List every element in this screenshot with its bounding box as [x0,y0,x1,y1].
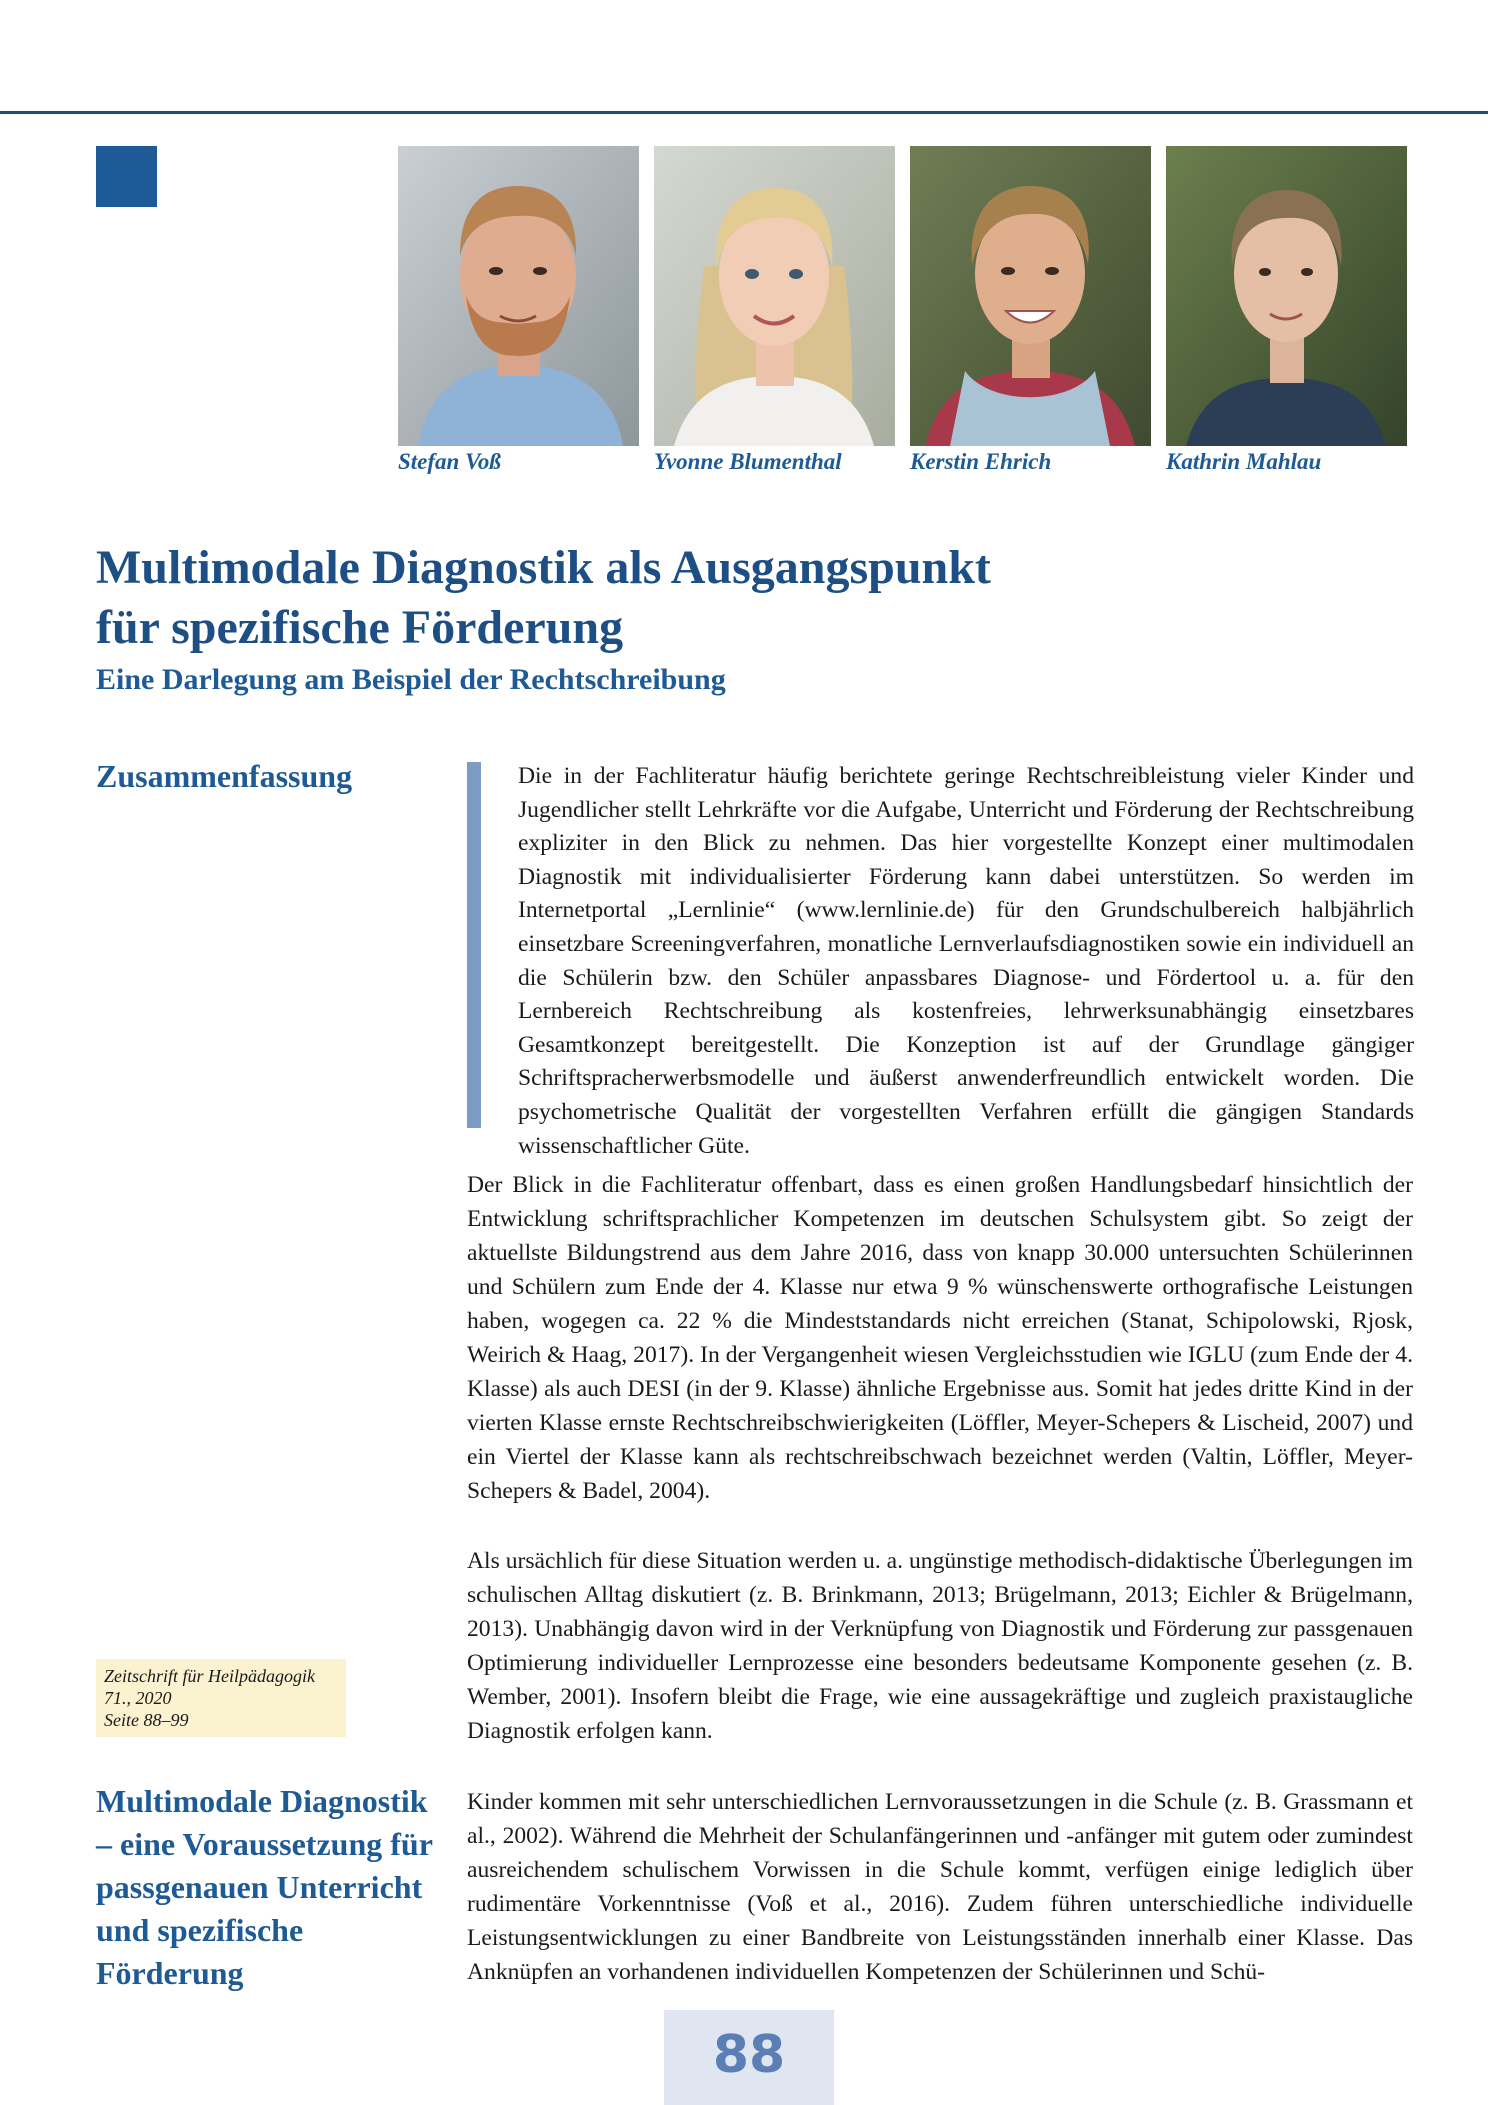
body-paragraph: Als ursächlich für diese Situation werden u. a. ungünstige methodisch-didaktische Überlegungen im schulischen Alltag diskutiert (z. B. Brinkmann, 2013; Brügelmann, 2013; Eichler & Brügelmann, 2013). Unabhängig davon wird in der Verknüpfung von Diagnostik und Förderung zur passgenauen Optimierung individueller Lernprozesse eine besonders bedeutsame Komponente gesehen (z. B. Wember, 2001). Insofern bleibt die Frage, wie eine aussagekräftige und zugleich praxistaugliche Diagnostik erfolgen kann. [467,1548,1413,1744]
author-name: Yvonne Blumenthal [654,449,842,474]
top-rule [0,111,1488,114]
author-photo-kerstin-ehrich [910,146,1151,446]
journal-volume: 71., 2020 [104,1688,172,1708]
section-heading-line: passgenauen Unterricht [96,1869,423,1905]
section-heading-line: und spezifische [96,1912,304,1948]
author-name: Stefan Voß [398,449,501,474]
journal-pages: Seite 88–99 [104,1710,189,1730]
article-title [96,538,1196,658]
journal-reference [96,1659,346,1737]
section-heading-line: Förderung [96,1955,244,1991]
page-number: 88 [712,2025,786,2085]
body-paragraph: Der Blick in die Fachliteratur offenbart, dass es einen großen Handlungsbedarf hinsichtlich der Entwicklung schriftsprachlicher Kompetenzen im deutschen Schulsystem gibt. So zeigt der aktuellste Bildungstrend aus dem Jahre 2016, dass von knapp 30.000 untersuchten Schülerinnen und Schülern zum Ende der 4. Klasse nur etwa 9 % wünschenswerte orthografische Leistungen haben, wogegen ca. 22 % die Mindeststandards nicht erreichen (Stanat, Schipolowski, Rjosk, Weirich & Haag, 2017). In der Vergangenheit wiesen Vergleichsstudien wie IGLU (zum Ende der 4. Klasse) als auch DESI (in der 9. Klasse) ähnliche Ergebnisse aus. Somit hat jedes dritte Kind in der vierten Klasse ernste Rechtschreibschwierigkeiten (Löffler, Meyer-Schepers & Lischeid, 2007) und ein Viertel der Klasse kann als rechtschreibschwach bezeichnet werden (Valtin, Löffler, Meyer-Schepers & Badel, 2004). [467,1172,1413,1504]
journal-name: Zeitschrift für Heilpädagogik [104,1666,315,1686]
summary-heading: Zusammenfassung [96,758,353,794]
article-subtitle: Eine Darlegung am Beispiel der Rechtschreibung [96,663,726,696]
section-heading [96,1780,433,1995]
author-name: Kerstin Ehrich [910,449,1052,474]
section-heading-line: – eine Voraussetzung für [96,1826,433,1862]
author-photo-kathrin-mahlau [1166,146,1407,446]
author-photo-stefan-voss [398,146,639,446]
author-name: Kathrin Mahlau [1166,449,1322,474]
abstract-text: Die in der Fachliteratur häufig berichtete geringe Rechtschreibleistung vieler Kinder und Jugendlicher stellt Lehrkräfte vor die Aufgabe, Unterricht und Förderung der Rechtschreibung expliziter in den Blick zu nehmen. Das hier vorgestellte Konzept einer multimodalen Diagnostik mit individualisierter Förderung kann dabei unterstützen. So werden im Internetportal „Lernlinie“ (www.lernlinie.de) für den Grundschulbereich halbjährlich einsetzbare Screeningverfahren, monatliche Lernverlaufsdiagnostiken sowie ein individuell an die Schülerin bzw. den Schüler anpassbares Diagnose- und Fördertool u. a. für den Lernbereich Rechtschreibung als kostenfreies, lehrwerksunabhängig einsetzbares Gesamtkonzept bereitgestellt. Die Konzeption ist auf der Grundlage gängiger Schriftspracherwerbsmodelle und äußerst anwenderfreundlich entwickelt worden. Die psychometrische Qualität der vorgestellten Verfahren erfüllt die gängigen Standards wissenschaftlicher Güte. [518,763,1414,1159]
author-photo-yvonne-blumenthal [654,146,895,446]
page-number-box [664,2010,834,2105]
abstract-bar [467,762,481,1128]
section-heading-line: Multimodale Diagnostik [96,1783,428,1819]
article-title-line2: für spezifische Förderung [96,601,624,654]
article-title-line1: Multimodale Diagnostik als Ausgangspunkt [96,541,991,594]
body-paragraph: Kinder kommen mit sehr unterschiedlichen Lernvoraussetzungen in die Schule (z. B. Grassmann et al., 2002). Während die Mehrheit der Schulanfängerinnen und -anfänger mit gutem oder zumindest ausreichendem schulischem Vorwissen in die Schule kommt, verfügen einige lediglich über rudimentäre Vorkenntnisse (Voß et al., 2016). Zudem führen unterschiedliche individuelle Leistungsentwicklungen zu einer Bandbreite von Leistungsständen innerhalb einer Klasse. Das Anknüpfen an vorhandenen individuellen Kompetenzen der Schülerinnen und Schü- [467,1789,1413,1985]
section-marker-square [96,146,157,207]
